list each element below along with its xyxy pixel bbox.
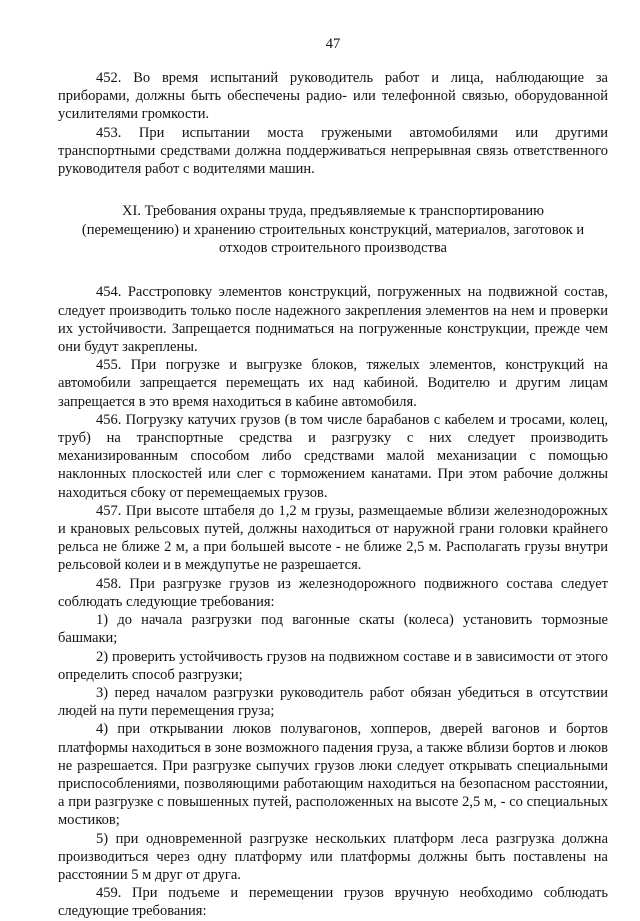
- paragraph-453: 453. При испытании моста гружеными автомобилями или другими транспортными средствами должна поддерживаться непрерывная связь ответственного руководителя работ с водителями машин.: [58, 124, 608, 178]
- paragraph-452: 452. Во время испытаний руководитель работ и лица, наблюдающие за приборами, должны быть обеспечены радио- или телефонной связью, оборудованной усилителями громкости.: [58, 70, 608, 123]
- list-item-458-3: 3) перед началом разгрузки руководитель работ обязан убедиться в отсутствии людей на пути перемещения груза;: [58, 684, 608, 720]
- paragraph-459: 459. При подъеме и перемещении грузов вручную необходимо соблюдать следующие требования:: [58, 885, 608, 920]
- section-heading-line: отходов строительного производства: [219, 240, 447, 257]
- section-heading: [58, 202, 608, 257]
- paragraph-456: 456. Погрузку катучих грузов (в том числе барабанов с кабелем и тросами, колец, труб) на транспортные средства и разгрузку с них следует производить механизированным способом либо средствами малой механизации с помощью наклонных плоскостей или слег с торможением канатами. При этом рабочие должны находиться сбоку от перемещаемых грузов.: [58, 411, 608, 501]
- section-heading-line: XI. Требования охраны труда, предъявляемые к транспортированию: [122, 203, 544, 220]
- paragraph-458: 458. При разгрузке грузов из железнодорожного подвижного состава следует соблюдать следующие требования:: [58, 575, 608, 610]
- paragraph-457: 457. При высоте штабеля до 1,2 м грузы, размещаемые вблизи железнодорожных и крановых рельсовых путей, должны находиться от наружной грани головки крайнего рельса не ближе 2 м, а при большей высоте - не ближе 2,5 м. Располагать грузы внутри рельсовой колеи и в междупутье не разрешается.: [58, 502, 608, 574]
- list-item-458-4: 4) при открывании люков полувагонов, хопперов, дверей вагонов и бортов платформы находиться в зоне возможного падения груза, а также вблизи бортов и люков не разрешается. При разгрузке сыпучих грузов люки следует открывать специальными приспособлениями, позволяющими работающим находиться на безопасном расстоянии, а при разгрузке с повышенных путей, расположенных на высоте 2,5 м, - со специальных мостиков;: [58, 721, 608, 829]
- section-heading-line: (перемещению) и хранению строительных конструкций, материалов, заготовок и: [81, 221, 585, 238]
- paragraph-454: 454. Расстроповку элементов конструкций, погруженных на подвижной состав, следует производить только после надежного закрепления элементов на нем и проверки их устойчивости. Запрещается подниматься на погруженные конструкции, прежде чем они будут закреплены.: [58, 284, 608, 356]
- paragraph-455: 455. При погрузке и выгрузке блоков, тяжелых элементов, конструкций на автомобили запрещается перемещать их над кабиной. Водителю и другим лицам запрещается в это время находиться в кабине автомобиля.: [58, 357, 608, 410]
- page-number: 47: [325, 36, 341, 52]
- list-item-458-5: 5) при одновременной разгрузке нескольких платформ леса разгрузка должна производиться через одну платформу или платформы должны быть поставлены на расстоянии 5 м друг от друга.: [58, 830, 608, 883]
- list-item-458-2: 2) проверить устойчивость грузов на подвижном составе и в зависимости от этого определить способ разгрузки;: [58, 648, 608, 683]
- list-item-458-1: 1) до начала разгрузки под вагонные скаты (колеса) установить тормозные башмаки;: [58, 612, 608, 647]
